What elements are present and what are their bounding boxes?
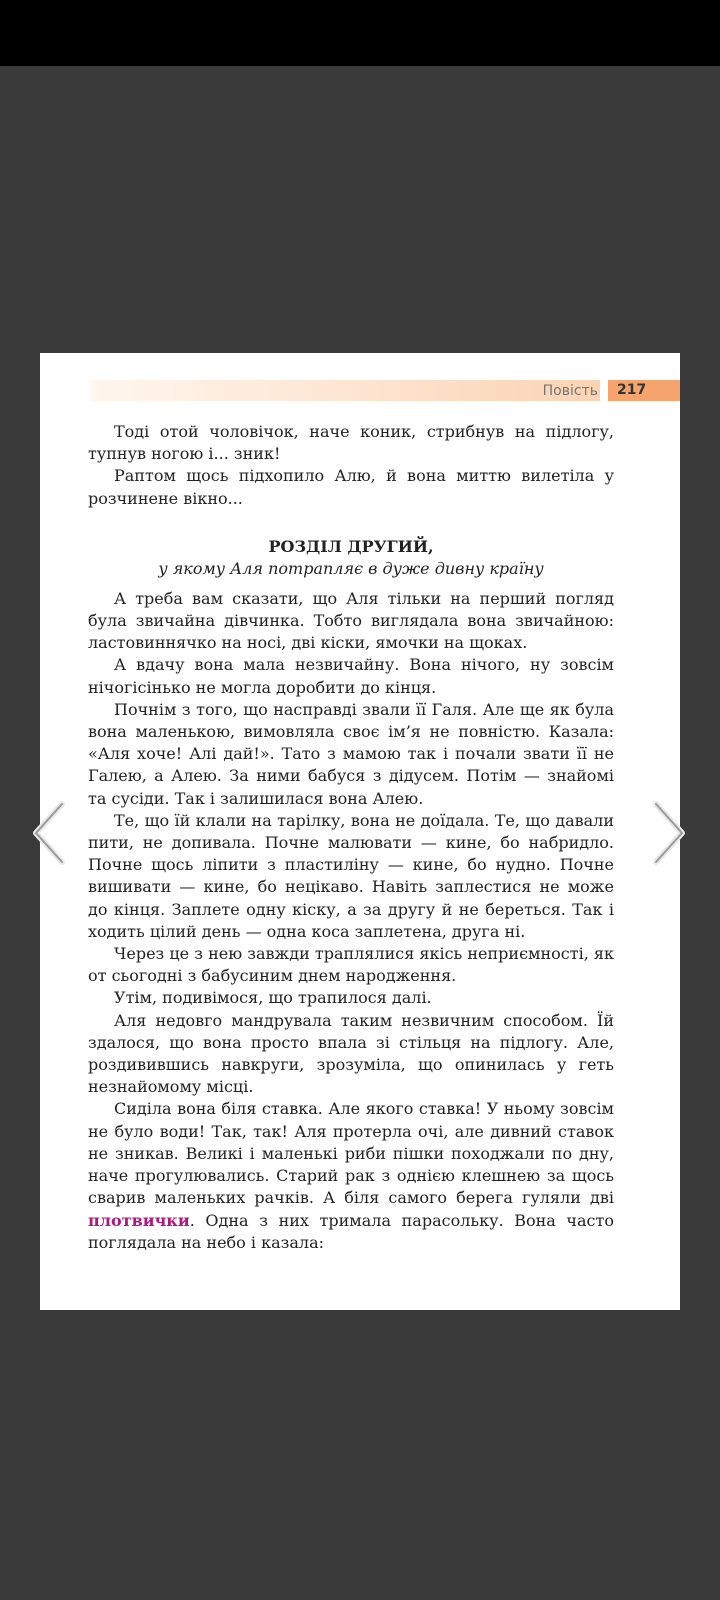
page-text [88, 421, 614, 1254]
chevron-right-icon [648, 800, 688, 866]
paragraph: Те, що їй клали на тарілку, вона не доїдала. Те, що давали пити, не допивала. Почне малювати — кине, бо набридло. Почне щось ліпити з пластиліну — кине, бо нудно. Почне вишивати — кине, бо нецікаво. Навіть заплестися не може до кінця. Заплете одну кіску, а за другу й не береться. Так і ходить цілий день — одна коса заплетена, друга ні. [88, 810, 614, 941]
highlighted-word[interactable]: плотвички [88, 1210, 190, 1230]
chevron-left-icon [30, 800, 70, 866]
paragraph: А вдачу вона мала незвичайну. Вона нічого, ну зовсім нічогісінько не могла доробити до кінця. [88, 655, 614, 697]
status-bar [0, 0, 720, 66]
paragraph: Через це з нею завжди траплялися якісь неприємності, як от сьогодні з бабусиним днем народження. [88, 944, 614, 986]
book-page [40, 353, 680, 1310]
section-label: Повість [542, 383, 598, 399]
paragraph-text: Сиділа вона біля ставка. Але якого ставка! У ньому зовсім не було води! Так, так! Аля протерла очі, але дивний ставок не зникав. Великі і маленькі риби пішки походжали по дну, наче прогулювались. Старий рак з однією клешнею за щось сварив маленьких рачків. А біля самого берега гуляли дві [88, 1099, 614, 1208]
next-page-button[interactable] [648, 800, 688, 866]
paragraph [88, 1098, 614, 1253]
paragraph-text: . Одна з них тримала парасольку. Вона часто поглядала на небо і казала: [88, 1210, 614, 1252]
paragraph: Аля недовго мандрувала таким незвичним способом. Їй здалося, що вона просто впала зі стільця на підлогу. Але, роздивившись навкруги, зрозуміла, що опинилась у геть незнайомому місці. [88, 1010, 614, 1097]
header-band [90, 380, 600, 401]
previous-page-button[interactable] [30, 800, 70, 866]
paragraph: Тоді отой чоловічок, наче коник, стрибнув на підлогу, тупнув ногою і... зник! [88, 422, 614, 464]
page-number: 217 [608, 380, 680, 401]
chapter-subtitle: у якому Аля потрапляє в дуже дивну країну [158, 558, 544, 578]
paragraph: А треба вам сказати, що Аля тільки на перший погляд була звичайна дівчинка. Тобто виглядала вона звичайною: ластовиннячко на носі, дві кіски, ямочки на щоках. [88, 588, 614, 653]
paragraph: Почнім з того, що насправді звали її Галя. Але ще як була вона маленькою, вимовляла своє ім’я не повністю. Казала: «Аля хоче! Алі дай!». Тато з мамою так і почали звати її не Галею, а Алею. За ними бабуся з дідусем. Потім — знайомі та сусіди. Так і залишилася вона Алею. [88, 699, 614, 808]
chapter-title: РОЗДІЛ ДРУГИЙ, [268, 536, 434, 556]
paragraph: Раптом щось підхопило Алю, й вона миттю вилетіла у розчинене вікно... [88, 466, 614, 508]
paragraph: Утім, подивімося, що трапилося далі. [114, 988, 432, 1008]
